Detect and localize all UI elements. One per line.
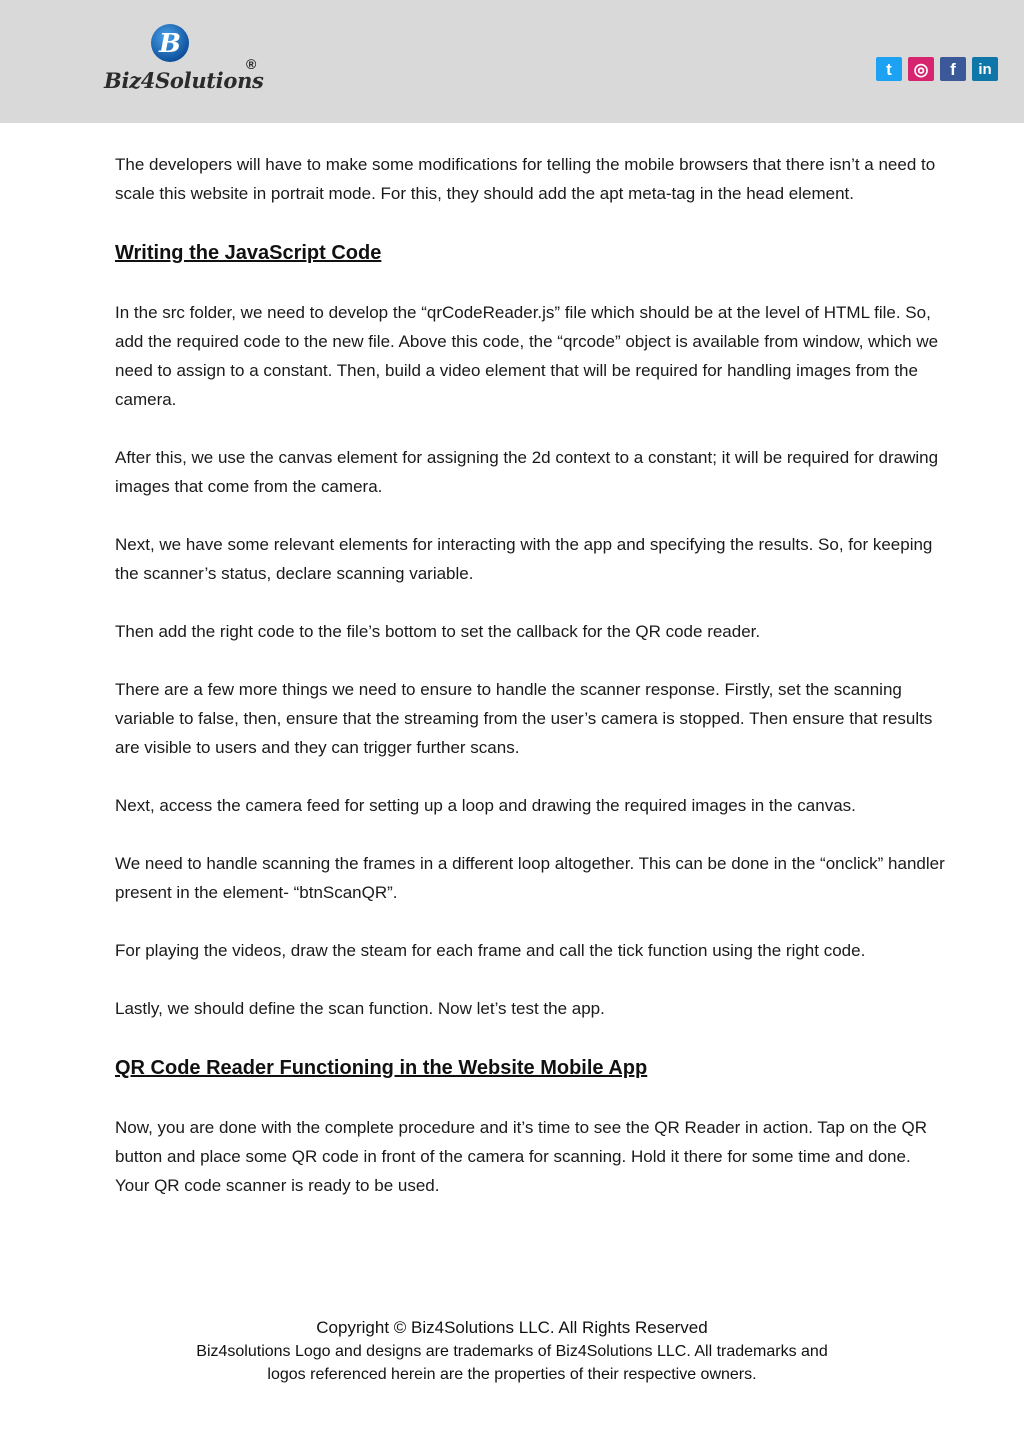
logo-letter: B	[159, 29, 181, 59]
paragraph-elements: Next, we have some relevant elements for interacting with the app and specifying the results. So, for keeping the scanner’s status, declare scanning variable.	[115, 535, 933, 583]
logo-wordmark: Biz4Solutions	[104, 68, 264, 93]
instagram-glyph: ◎	[913, 59, 929, 79]
section-heading-javascript: Writing the JavaScript Code	[115, 242, 382, 264]
trademark-text-line1: Biz4solutions Logo and designs are trademarks of Biz4Solutions LLC. All trademarks and	[196, 1343, 828, 1360]
paragraph-tick-function: For playing the videos, draw the steam for each frame and call the tick function using the right code.	[115, 941, 866, 960]
section-heading-qr-reader: QR Code Reader Functioning in the Website Mobile App	[115, 1057, 648, 1079]
logo-emblem-icon	[148, 22, 192, 66]
twitter-icon[interactable]	[876, 57, 902, 81]
paragraph-scanner-response: There are a few more things we need to ensure to handle the scanner response. Firstly, set the scanning variable to false, then, ensure that the streaming from the user’s camera is stopped. Then ensure that results are visible to users and they can trigger further scans.	[115, 680, 933, 757]
paragraph-meta-tag: The developers will have to make some modifications for telling the mobile browsers that there isn’t a need to scale this website in portrait mode. For this, they should add the apt meta-tag in the head element.	[115, 155, 936, 203]
page-footer	[0, 1316, 1024, 1386]
paragraph-callback: Then add the right code to the file’s bottom to set the callback for the QR code reader.	[115, 622, 761, 641]
article-body	[115, 150, 945, 1229]
paragraph-onclick: We need to handle scanning the frames in a different loop altogether. This can be done in the “onclick” handler present in the element- “btnScanQR”.	[115, 854, 945, 902]
linkedin-icon[interactable]	[972, 57, 998, 81]
paragraph-camera-feed: Next, access the camera feed for setting up a loop and drawing the required images in the canvas.	[115, 796, 856, 815]
paragraph-src-folder: In the src folder, we need to develop the “qrCodeReader.js” file which should be at the level of HTML file. So, add the required code to the new file. Above this code, the “qrcode” object is available from window, which we need to assign to a constant. Then, build a video element that will be required for handling images from the camera.	[115, 303, 939, 409]
linkedin-glyph: in	[978, 60, 992, 78]
twitter-glyph: t	[886, 59, 892, 79]
paragraph-canvas: After this, we use the canvas element for assigning the 2d context to a constant; it will be required for drawing images that come from the camera.	[115, 448, 939, 496]
copyright-text: Copyright © Biz4Solutions LLC. All Rights Reserved	[316, 1318, 708, 1337]
paragraph-scan-function: Lastly, we should define the scan function. Now let’s test the app.	[115, 999, 605, 1018]
paragraph-conclusion: Now, you are done with the complete procedure and it’s time to see the QR Reader in action. Tap on the QR button and place some QR code in front of the camera for scanning. Hold it there for some time and done. Your QR code scanner is ready to be used.	[115, 1118, 928, 1195]
registered-mark: ®	[246, 56, 257, 72]
page-header	[0, 0, 1024, 123]
facebook-icon[interactable]	[940, 57, 966, 81]
social-links	[876, 57, 998, 81]
company-logo[interactable]	[104, 22, 264, 92]
instagram-icon[interactable]	[908, 57, 934, 81]
facebook-glyph: f	[950, 59, 956, 79]
trademark-text-line2: logos referenced herein are the properties of their respective owners.	[267, 1366, 757, 1383]
